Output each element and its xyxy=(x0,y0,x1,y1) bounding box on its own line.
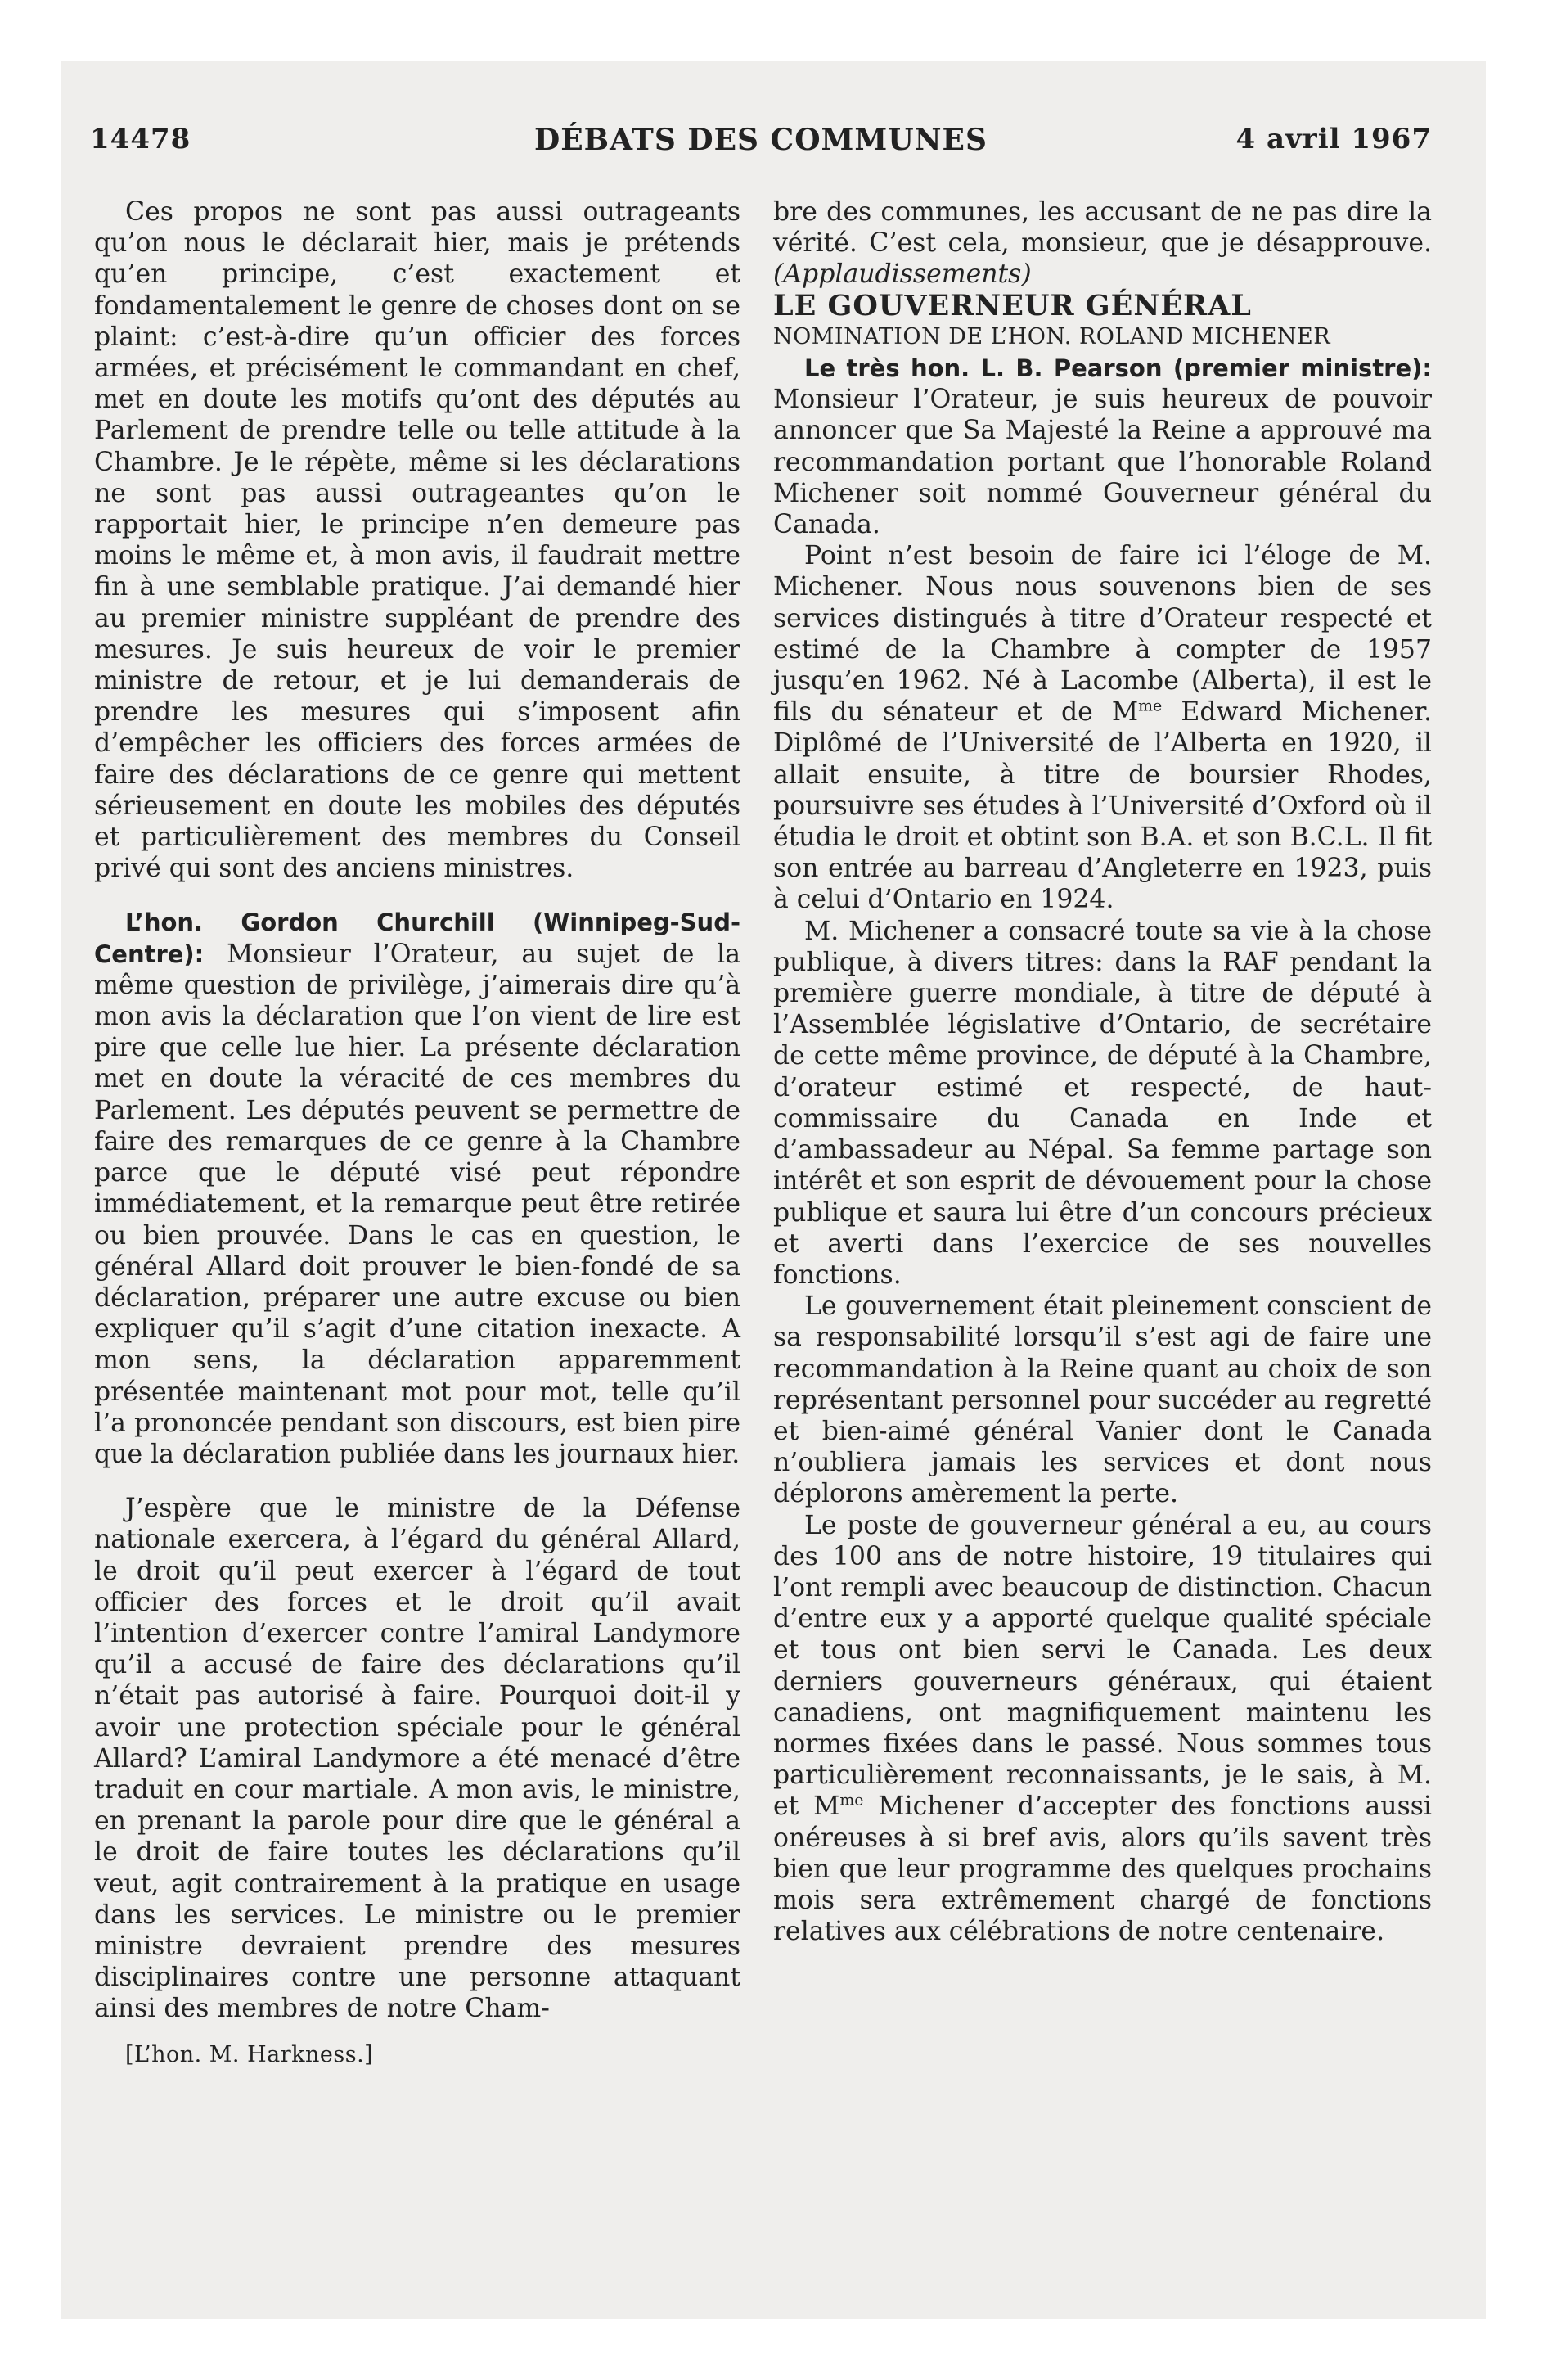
paragraph: Le gouvernement était pleinement conscient de sa responsabilité lorsqu’il s’est agi de faire une recommandation à la Reine quant au choix de son représentant personnel pour succéder au regretté et bien-aimé général Vanier dont le Canada n’oubliera jamais les services et dont nous déplorons amèrement la perte. xyxy=(773,1291,1432,1509)
right-column xyxy=(773,196,1432,1947)
paragraph xyxy=(773,196,1432,291)
speaker-attribution: [L’hon. M. Harkness.] xyxy=(125,2041,374,2067)
journal-title: DÉBATS DES COMMUNES xyxy=(533,123,988,157)
page-number: 14478 xyxy=(90,123,191,156)
paragraph: Le poste de gouverneur général a eu, au cours des 100 ans de notre histoire, 19 titulaires qui l’ont rempli avec beaucoup de distinction. Chacun d’entre eux y a apporté quelque qualité spéciale et tous ont bien servi le Canada. Les deux derniers gouverneurs généraux, qui étaient canadiens, ont magnifiquement maintenu les normes fixées dans le passé. Nous sommes tous particulièrement reconnaissants, je le sais, à M. et $M^{me}$ Michener d’accepter des fonctions aussi onéreuses à si bref avis, alors qu’ils savent très bien que leur programme des quelques prochains mois sera extrêmement chargé de fonctions relatives aux célébrations de notre centenaire. xyxy=(773,1510,1432,1947)
paragraph: J’espère que le ministre de la Défense nationale exercera, à l’égard du général Allard, le droit qu’il peut exercer à l’égard de tout officier des forces et le droit qu’il avait l’intention d’exercer contre l’amiral Landymore qu’il a accusé de faire des déclarations qu’il n’était pas autorisé à faire. Pourquoi doit-il y avoir une protection spéciale pour le général Allard? L’amiral Landymore a été menacé d’être traduit en cour martiale. A mon avis, le ministre, en prenant la parole pour dire que le général a le droit de faire toutes les déclarations qu’il veut, agit contrairement à la pratique en usage dans les services. Le ministre ou le premier ministre devraient prendre des mesures disciplinaires contre une personne attaquant ainsi des membres de notre Cham- xyxy=(94,1494,740,2024)
speech-text: bre des communes, les accusant de ne pas dire la vérité. C’est cela, monsieur, que je désapprouve. xyxy=(773,197,1432,259)
speaker-name: Le très hon. L. B. Pearson (premier ministre): xyxy=(804,354,1432,383)
paragraph xyxy=(94,907,740,1470)
speech-text: Monsieur l’Orateur, je suis heureux de pouvoir annoncer que Sa Majesté la Reine a approuvé ma recommandation portant que l’honorable Roland Michener soit nommé Gouverneur général du Canada. xyxy=(773,385,1432,540)
superscript: me xyxy=(1138,696,1163,715)
paragraph: M. Michener a consacré toute sa vie à la chose publique, à divers titres: dans la RAF pendant la première guerre mondiale, à titre de député à l’Assemblée législative d’Ontario, de secrétaire de cette même province, de député à la Chambre, d’orateur estimé et respecté, de haut-commissaire du Canada en Inde et d’ambassadeur au Népal. Sa femme partage son intérêt et son esprit de dévouement pour la chose publique et saura lui être d’un concours précieux et averti dans l’exercice de ses nouvelles fonctions. xyxy=(773,916,1432,1290)
paragraph xyxy=(773,353,1432,540)
section-title: LE GOUVERNEUR GÉNÉRAL xyxy=(773,288,1252,322)
left-column xyxy=(94,196,740,2071)
section-subheading: NOMINATION DE L’HON. ROLAND MICHENER xyxy=(773,323,1331,349)
page-header xyxy=(90,123,1432,172)
applause-note: (Applaudissements) xyxy=(773,259,1032,290)
superscript: me xyxy=(839,1791,864,1810)
page-date: 4 avril 1967 xyxy=(1235,123,1432,156)
speech-text: Monsieur l’Orateur, au sujet de la même question de privilège, j’aimerais dire qu’à mon avis la déclaration que l’on vient de lire est pire que celle lue hier. La présente déclaration met en doute la véracité de ces membres du Parlement. Les députés peuvent se permettre de faire des remarques de ce genre à la Chambre parce que le député visé peut répondre immédiatement, et la remarque peut être retirée ou bien prouvée. Dans le cas en question, le général Allard doit prouver le bien-fondé de sa déclaration, préparer une autre excuse ou bien expliquer qu’il s’agit d’une citation inexacte. A mon sens, la déclaration apparemment présentée maintenant mot pour mot, telle qu’il l’a prononcée pendant son discours, est bien pire que la déclaration publiée dans les journaux hier. xyxy=(94,939,740,1469)
paragraph: Ces propos ne sont pas aussi outrageants qu’on nous le déclarait hier, mais je prétends qu’en principe, c’est exactement et fondamentalement le genre de choses dont on se plaint: c’est-à-dire qu’un officier des forces armées, et précisément le commandant en chef, met en doute les motifs qu’ont des députés au Parlement de prendre telle ou telle attitude à la Chambre. Je le répète, même si les déclarations ne sont pas aussi outrageantes qu’on le rapportait hier, le principe n’en demeure pas moins le même et, à mon avis, il faudrait mettre fin à une semblable pratique. J’ai demandé hier au premier ministre suppléant de prendre des mesures. Je suis heureux de voir le premier ministre de retour, et je lui demanderais de prendre les mesures qui s’imposent afin d’empêcher les officiers des forces armées de faire des déclarations de ce genre qui mettent sérieusement en doute les mobiles des députés et particulièrement des membres du Conseil privé qui sont des anciens ministres. xyxy=(94,197,740,884)
paragraph: Point n’est besoin de faire ici l’éloge de M. Michener. Nous nous souvenons bien de ses services distingués à titre d’Orateur respecté et estimé de la Chambre à compter de 1957 jusqu’en 1962. Né à Lacombe (Alberta), il est le fils du sénateur et de $M^{me}$ Edward Michener. Diplômé de l’Université de l’Alberta en 1920, il allait ensuite, à titre de boursier Rhodes, poursuivre ses études à l’Université d’Oxford où il étudia le droit et obtint son B.A. et son B.C.L. Il fit son entrée au barreau d’Angleterre en 1923, puis à celui d’Ontario en 1924. xyxy=(773,541,1432,915)
speaker-name: L’hon. Gordon Churchill (Winnipeg-Sud-Centre): xyxy=(94,908,740,968)
